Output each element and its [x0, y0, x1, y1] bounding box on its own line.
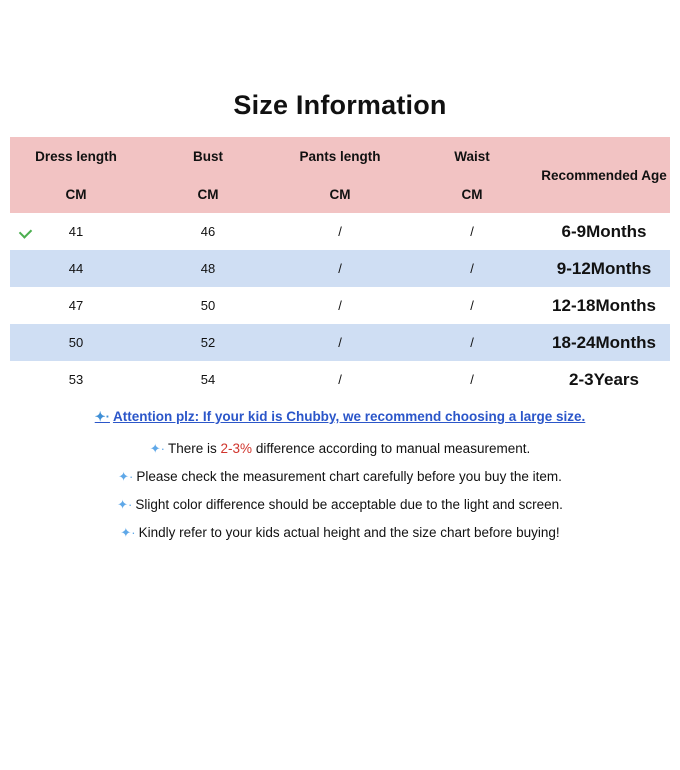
note-measurement-difference [10, 440, 670, 458]
note-line4-text: Slight color difference should be acceptable due to the light and screen. [135, 496, 563, 512]
cell-pants-length: / [338, 224, 342, 239]
cell-waist: / [406, 250, 538, 287]
cell-bust: 46 [200, 224, 216, 239]
cell-pants-length: / [338, 298, 342, 313]
sparkle-icon: ✦· [149, 440, 166, 456]
header-pants-length: Pants length [274, 137, 406, 175]
sparkle-icon: ✦· [120, 524, 136, 540]
note-refer-height [10, 524, 670, 542]
table-header-row [10, 137, 670, 175]
cell-bust: 54 [200, 372, 216, 387]
unit-pants-length: CM [274, 175, 406, 213]
unit-waist: CM [406, 175, 538, 213]
cell-age: 2-3Years [569, 369, 639, 389]
table-row [10, 213, 670, 250]
size-chart-table [10, 137, 670, 398]
note-line2-post: difference according to manual measurement. [252, 440, 531, 456]
cell-age: 12-18Months [552, 295, 656, 315]
note-color-difference [10, 496, 670, 514]
unit-bust: CM [142, 175, 274, 213]
table-row [10, 287, 670, 324]
note-line5-text: Kindly refer to your kids actual height and the size chart before buying! [138, 524, 560, 540]
cell-age: 9-12Months [538, 250, 670, 287]
sparkle-icon: ✦· [118, 468, 134, 484]
cell-dress-length: 47 [68, 298, 84, 313]
cell-dress-length: 44 [10, 250, 142, 287]
header-recommended-age [538, 137, 670, 213]
sparkle-icon: ✦· [94, 409, 110, 424]
cell-bust: 52 [142, 324, 274, 361]
notes-section [10, 408, 670, 541]
note-attention-text: Attention plz: If your kid is Chubby, we recommend choosing a large size. [112, 409, 586, 424]
note-line3-text: Please check the measurement chart carefully before you buy the item. [136, 468, 562, 484]
page-title: Size Information [233, 90, 447, 120]
cell-dress-length: 41 [68, 224, 84, 239]
cell-waist: / [470, 372, 474, 387]
cell-pants-length: / [274, 250, 406, 287]
header-dress-length: Dress length [10, 137, 142, 175]
header-bust: Bust [142, 137, 274, 175]
sparkle-icon: ✦· [117, 496, 133, 512]
cell-dress-length: 53 [68, 372, 84, 387]
cell-pants-length: / [338, 372, 342, 387]
cell-pants-length: / [274, 324, 406, 361]
note-check-chart [10, 468, 670, 486]
table-row [10, 324, 670, 361]
cell-waist: / [470, 224, 474, 239]
header-waist: Waist [406, 137, 538, 175]
note-line2-pre: There is [168, 440, 221, 456]
cell-dress-length: 50 [10, 324, 142, 361]
cell-bust: 50 [200, 298, 216, 313]
header-recommended-age-label: Recommended Age [541, 167, 667, 183]
cell-age: 18-24Months [538, 324, 670, 361]
table-row [10, 361, 670, 398]
note-attention [10, 408, 670, 426]
cell-age: 6-9Months [561, 221, 647, 241]
note-line2-percent: 2-3% [220, 440, 253, 456]
cell-waist: / [406, 324, 538, 361]
unit-dress-length: CM [10, 175, 142, 213]
cell-waist: / [470, 298, 474, 313]
size-information-page [0, 90, 680, 770]
cell-bust: 48 [142, 250, 274, 287]
table-row [10, 250, 670, 287]
